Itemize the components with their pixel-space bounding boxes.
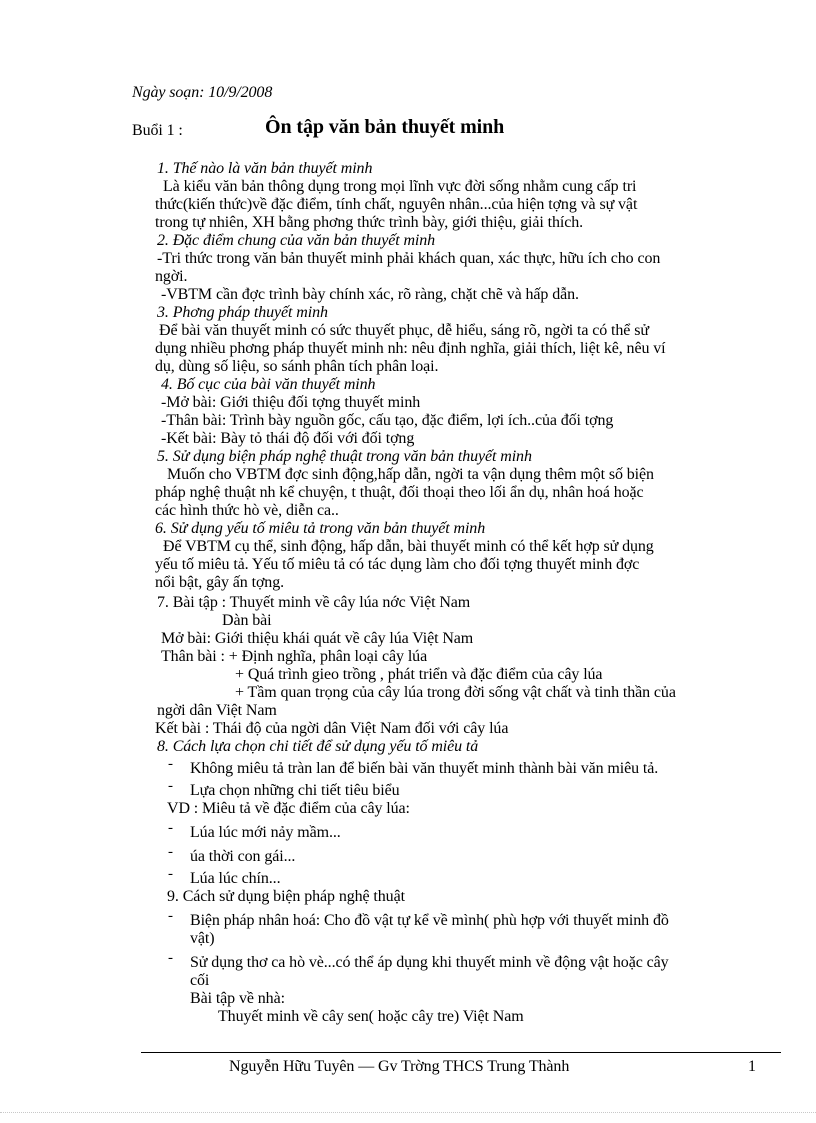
bullet: -	[168, 778, 173, 794]
date-line: Ngày soạn: 10/9/2008	[132, 84, 273, 101]
paragraph-line: Kết bài : Thái độ của ngời dân Việt Nam đối với cây lúa	[155, 720, 509, 737]
bullet-text: Sử dụng thơ ca hò vè...có thể áp dụng khi thuyết minh về động vật hoặc cây	[190, 954, 669, 971]
page-title: Ôn tập văn bản thuyết minh	[265, 116, 505, 138]
bullet: -	[168, 950, 173, 966]
paragraph-line: + Tầm quan trọng của cây lúa trong đời sống vật chất và tinh thần của	[235, 684, 676, 701]
paragraph-line: -Kết bài: Bày tỏ thái độ đối với đối tợng	[161, 430, 415, 447]
heading-9: 9. Cách sử dụng biện pháp nghệ thuật	[167, 888, 405, 905]
paragraph-line: -Tri thức trong văn bản thuyết minh phải khách quan, xác thực, hữu ích cho con	[157, 250, 661, 267]
footer-rule	[141, 1052, 781, 1053]
bullet: -	[168, 756, 173, 772]
session-label: Buổi 1 :	[132, 122, 183, 139]
paragraph-line: ngời dân Việt Nam	[157, 702, 277, 719]
heading-2: 2. Đặc điểm chung của văn bản thuyết minh	[157, 232, 436, 249]
paragraph-line: nổi bật, gây ấn tợng.	[155, 574, 285, 591]
paragraph-line: Để bài văn thuyết minh có sức thuyết phục, dễ hiểu, sáng rõ, ngời ta có thể sử	[159, 322, 649, 339]
paragraph-line: -Mở bài: Giới thiệu đối tợng thuyết minh	[161, 394, 421, 411]
paragraph-line: Muốn cho VBTM đợc sinh động,hấp dẫn, ngời ta vận dụng thêm một số biện	[167, 466, 654, 483]
paragraph-line: Bài tập về nhà:	[190, 990, 285, 1007]
bullet-text: Biện pháp nhân hoá: Cho đồ vật tự kể về mình( phù hợp với thuyết minh đồ	[190, 912, 669, 929]
paragraph-line: dụng nhiều phơng pháp thuyết minh nh: nêu định nghĩa, giải thích, liệt kê, nêu ví	[155, 340, 666, 357]
heading-7: 7. Bài tập : Thuyết minh về cây lúa nớc Việt Nam	[157, 594, 471, 611]
bullet-text: úa thời con gái...	[190, 848, 296, 865]
bullet-text: Lựa chọn những chi tiết tiêu biểu	[190, 782, 400, 799]
paragraph-line: trong tự nhiên, XH bằng phơng thức trình bày, giới thiệu, giải thích.	[155, 214, 584, 231]
paragraph-line: Mở bài: Giới thiệu khái quát về cây lúa Việt Nam	[161, 630, 474, 647]
paragraph-line: các hình thức hò vè, diễn ca..	[155, 502, 339, 519]
paragraph-line: Thân bài : + Định nghĩa, phân loại cây lúa	[161, 648, 428, 665]
heading-1: 1. Thế nào là văn bản thuyết minh	[157, 160, 373, 177]
bullet-text: cối	[190, 972, 210, 989]
heading-8: 8. Cách lựa chọn chi tiết để sử dụng yếu tố miêu tả	[157, 738, 479, 755]
paragraph-line: -Thân bài: Trình bày nguồn gốc, cấu tạo, đặc điểm, lợi ích..của đối tợng	[161, 412, 614, 429]
paragraph-line: dụ, dùng số liệu, so sánh phân tích phân loại.	[155, 358, 439, 375]
paragraph-line: Để VBTM cụ thể, sinh động, hấp dẫn, bài thuyết minh có thể kết hợp sử dụng	[163, 538, 654, 555]
bullet-text: Lúa lúc chín...	[190, 870, 281, 887]
footer-author: Nguyễn Hữu Tuyên — Gv Trờng THCS Trung Thành	[229, 1058, 570, 1075]
heading-3: 3. Phơng pháp thuyết minh	[157, 304, 328, 321]
paragraph-line: thức(kiến thức)về đặc điểm, tính chất, nguyên nhân...của hiện tợng và sự vật	[155, 196, 638, 213]
paragraph-line: ngời.	[155, 268, 188, 285]
paragraph-line: Thuyết minh về cây sen( hoặc cây tre) Việt Nam	[218, 1008, 524, 1025]
heading-5: 5. Sử dụng biện pháp nghệ thuật trong văn bản thuyết minh	[157, 448, 532, 465]
heading-4: 4. Bố cục của bài văn thuyết minh	[161, 376, 376, 393]
page-number: 1	[748, 1058, 756, 1075]
heading-6: 6. Sử dụng yếu tố miêu tả trong văn bản thuyết minh	[155, 520, 486, 537]
bullet: -	[168, 866, 173, 882]
paragraph-line: Là kiểu văn bản thông dụng trong mọi lĩnh vực đời sống nhằm cung cấp tri	[163, 178, 637, 195]
paragraph-line: VD : Miêu tả về đặc điểm của cây lúa:	[167, 800, 410, 817]
outline-title: Dàn bài	[222, 612, 272, 629]
paragraph-line: yếu tố miêu tả. Yếu tố miêu tả có tác dụng làm cho đối tợng thuyết minh đợc	[155, 556, 640, 573]
bullet: -	[168, 844, 173, 860]
bullet-text: Lúa lúc mới nảy mầm...	[190, 824, 341, 841]
paragraph-line: -VBTM cần đợc trình bày chính xác, rõ ràng, chặt chẽ và hấp dẫn.	[161, 286, 579, 303]
paragraph-line: + Quá trình gieo trồng , phát triển và đặc điểm của cây lúa	[235, 666, 603, 683]
page-edge	[0, 1112, 816, 1113]
bullet-text: Không miêu tả tràn lan để biến bài văn thuyết minh thành bài văn miêu tả.	[190, 760, 659, 777]
bullet: -	[168, 908, 173, 924]
bullet: -	[168, 820, 173, 836]
paragraph-line: pháp nghệ thuật nh kể chuyện, t thuật, đối thoại theo lối ẩn dụ, nhân hoá hoặc	[155, 484, 644, 501]
bullet-text: vật)	[190, 930, 215, 947]
